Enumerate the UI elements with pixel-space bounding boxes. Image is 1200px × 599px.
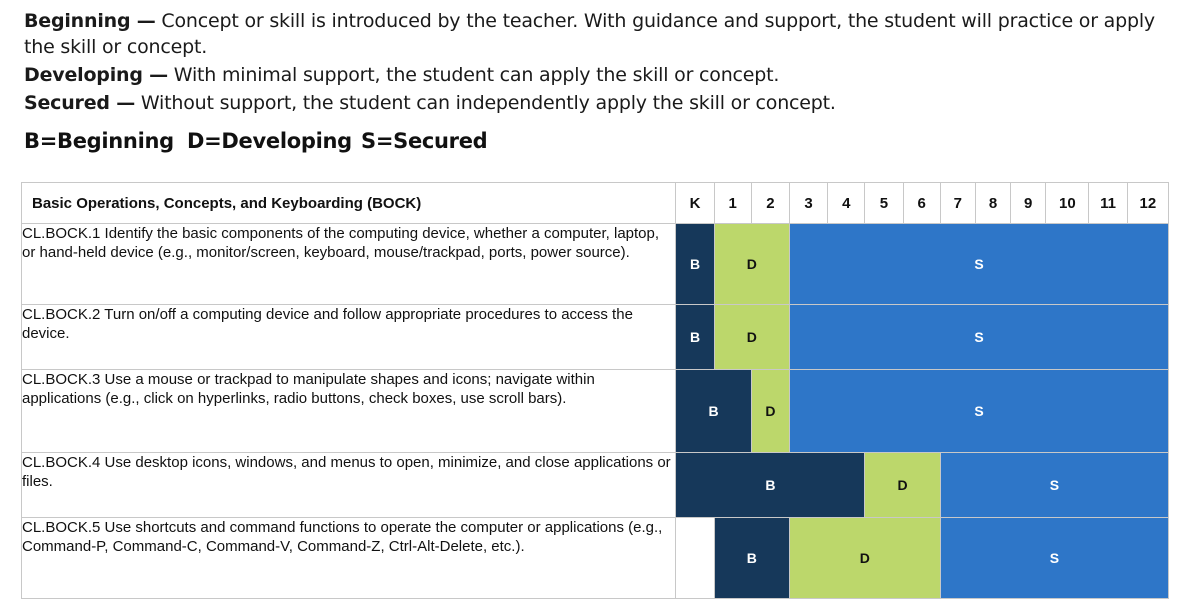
definition-developing [24, 62, 1184, 88]
grade-header: 5 [865, 183, 903, 224]
standard-description: CL.BOCK.4 Use desktop icons, windows, and menus to open, minimize, and close applications or files. [22, 453, 676, 518]
table-title: Basic Operations, Concepts, and Keyboarding (BOCK) [22, 183, 676, 224]
level-cell-developing: D [751, 370, 789, 453]
level-key [24, 129, 487, 153]
grade-header: 2 [751, 183, 789, 224]
key-secured: S=Secured [361, 129, 488, 153]
definition-text: Without support, the student can independently apply the skill or concept. [135, 92, 836, 114]
level-cell-beginning: B [676, 370, 751, 453]
standard-description: CL.BOCK.5 Use shortcuts and command functions to operate the computer or applications (e.g., Command-P, Command-C, Command-V, Command-Z, Ctrl-Alt-Delete, etc.). [22, 518, 676, 599]
table-row [22, 518, 1169, 599]
definition-term: Developing — [24, 64, 168, 86]
key-beginning: B=Beginning [24, 129, 174, 153]
key-developing: D=Developing [187, 129, 352, 153]
definition-text: With minimal support, the student can apply the skill or concept. [167, 64, 780, 86]
grade-header: 7 [940, 183, 975, 224]
level-cell-secured: S [940, 453, 1168, 518]
table-header-row [22, 183, 1169, 224]
level-cell-developing: D [714, 224, 789, 305]
standards-table [21, 182, 1169, 599]
definition-secured [24, 90, 1184, 116]
level-cell-secured: S [789, 305, 1168, 370]
standard-description: CL.BOCK.2 Turn on/off a computing device and follow appropriate procedures to access the device. [22, 305, 676, 370]
level-cell-beginning: B [676, 453, 865, 518]
grade-header: 12 [1127, 183, 1168, 224]
level-cell-secured: S [789, 370, 1168, 453]
standard-description: CL.BOCK.1 Identify the basic components of the computing device, whether a computer, laptop, or hand-held device (e.g., monitor/screen, keyboard, mouse/trackpad, ports, power source). [22, 224, 676, 305]
level-cell-developing: D [789, 518, 940, 599]
level-cell-beginning: B [714, 518, 789, 599]
grade-header: 10 [1046, 183, 1089, 224]
definition-text: Concept or skill is introduced by the teacher. With guidance and support, the student will practice or apply the skill or concept. [24, 10, 1155, 58]
level-cell-beginning: B [676, 224, 714, 305]
grade-header: 4 [828, 183, 865, 224]
level-cell-developing: D [865, 453, 940, 518]
table-row [22, 370, 1169, 453]
grade-header: K [676, 183, 714, 224]
table-row [22, 453, 1169, 518]
table-row [22, 224, 1169, 305]
definition-term: Beginning — [24, 10, 156, 32]
level-cell-secured: S [789, 224, 1168, 305]
standard-description: CL.BOCK.3 Use a mouse or trackpad to manipulate shapes and icons; navigate within applications (e.g., click on hyperlinks, radio buttons, check boxes, use scroll bars). [22, 370, 676, 453]
grade-header: 3 [789, 183, 827, 224]
definition-term: Secured — [24, 92, 136, 114]
table-row [22, 305, 1169, 370]
level-cell-empty [676, 518, 714, 599]
grade-header: 6 [903, 183, 940, 224]
definition-beginning [24, 8, 1184, 60]
grade-header: 9 [1011, 183, 1046, 224]
grade-header: 1 [714, 183, 751, 224]
grade-header: 8 [975, 183, 1010, 224]
level-definitions [24, 8, 1184, 116]
level-cell-beginning: B [676, 305, 714, 370]
grade-header: 11 [1089, 183, 1127, 224]
level-cell-secured: S [940, 518, 1168, 599]
level-cell-developing: D [714, 305, 789, 370]
